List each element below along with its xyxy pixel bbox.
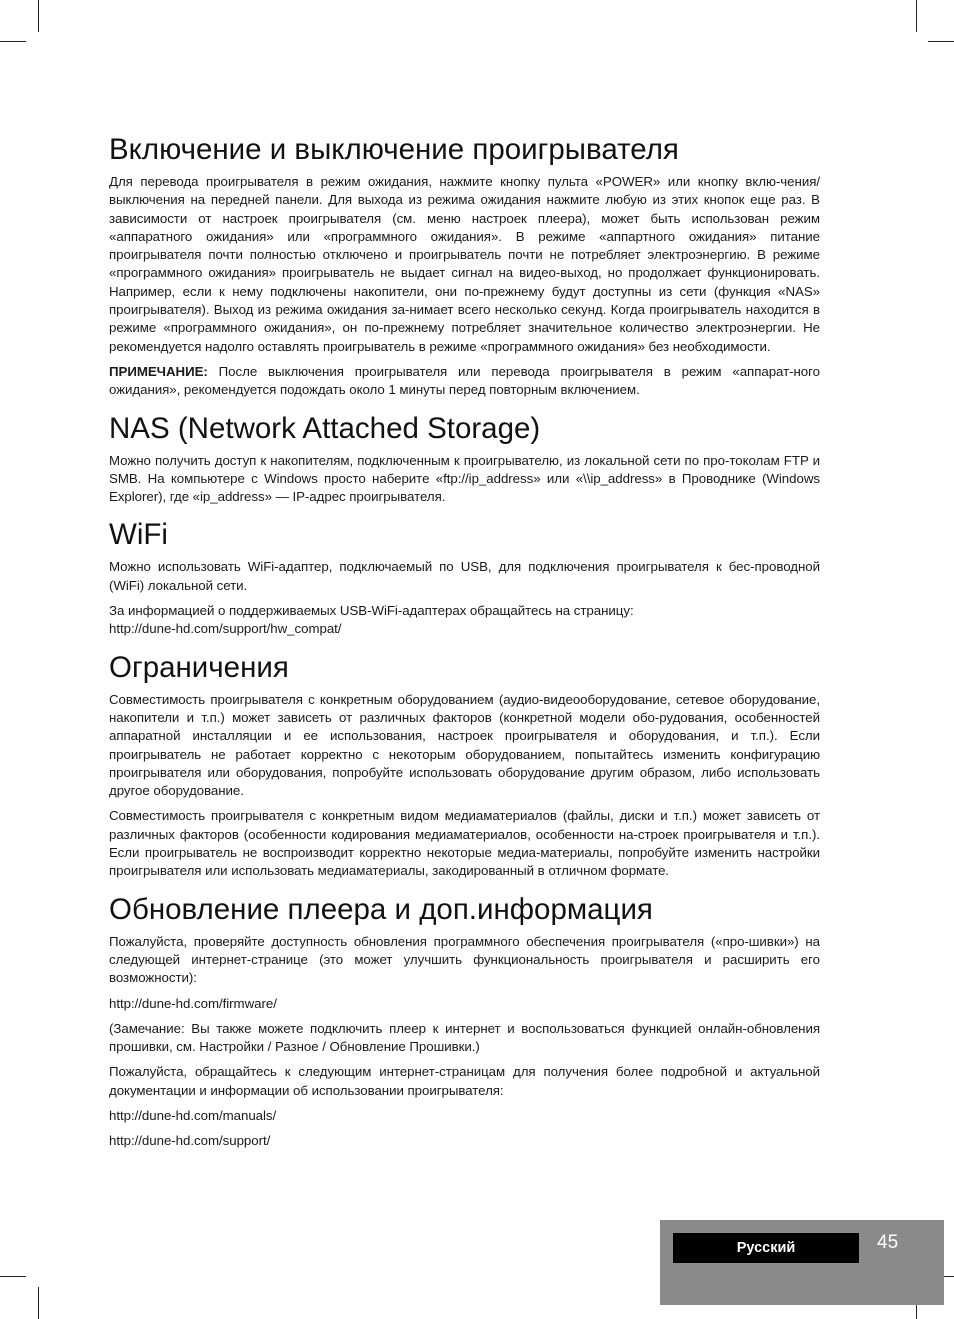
support-link[interactable]: http://dune-hd.com/support/ [109,1133,271,1149]
note-label: ПРИМЕЧАНИЕ: [109,363,208,379]
paragraph: (Замечание: Вы также можете подключить плеер к интернет и воспользоваться функцией онлайн-обновления прошивки, см. Настройки / Разное / Обновление Прошивки.) [109,1020,820,1055]
note-paragraph [109,363,820,400]
paragraph: Можно получить доступ к накопителям, подключенным к проигрывателю, из локальной сети по про-токолам FTP и SMB. На компьютере с Windows просто наберите «ftp://ip_address» или «\\ip_address» в Проводнике (Windows Explorer), где «ip_address» — IP-адрес проигрывателя. [109,452,820,505]
crop-mark [916,0,917,32]
crop-mark [38,0,39,32]
paragraph: За информацией о поддерживаемых USB-WiFi-адаптерах обращайтесь на страницу: [109,603,634,619]
manuals-link[interactable]: http://dune-hd.com/manuals/ [109,1107,277,1123]
crop-mark [928,41,954,42]
section-heading: Обновление плеера и доп.информация [109,892,653,926]
language-label: Русский [673,1233,859,1263]
section-updates [109,893,820,1151]
paragraph: Совместимость проигрывателя с конкретным видом медиаматериалов (файлы, диски и т.п.) может зависеть от различных факторов (особенности кодирования медиаматериалов, особенности на-строек проигрывателя и т.п.). Если проигрыватель не воспроизводит корректно некоторые медиа-материалы, попробуйте изменить настройки проигрывателя или использовать медиаматериалы, закодированный в отличном формате. [109,808,820,879]
section-heading: WiFi [109,518,168,552]
section-heading: NAS (Network Attached Storage) [109,411,541,445]
section-heading: Ограничения [109,650,289,684]
section-wifi [109,518,820,638]
firmware-link[interactable]: http://dune-hd.com/firmware/ [109,995,277,1011]
section-power [109,133,820,400]
paragraph: Пожалуйста, обращайтесь к следующим интернет-страницам для получения более подробной и актуальной документации и информации об использовании проигрывателя: [109,1064,820,1098]
page-content [109,133,820,1163]
crop-mark [0,1276,26,1277]
crop-mark [38,1287,39,1319]
paragraph: Совместимость проигрывателя с конкретным оборудованием (аудио-видеооборудование, сетевое оборудование, накопители и т.п.) может зависеть от различных факторов (конкретной модели обо-рудования, особенностей аппаратной инсталляции и ее использования, настроек проигрывателя и оборудования, и т.п.). Если проигрыватель не работает корректно с некоторым оборудованием, попытайтесь изменить конфигурацию проигрывателя или оборудования, попробуйте использовать оборудование другим образом, либо использовать другое оборудование. [109,691,820,799]
paragraph: Можно использовать WiFi-адаптер, подключаемый по USB, для подключения проигрывателя к бес-проводной (WiFi) локальной сети. [109,559,820,593]
crop-mark [0,41,26,42]
section-heading: Включение и выключение проигрывателя [109,133,679,166]
page-number: 45 [877,1232,899,1253]
paragraph: Для перевода проигрывателя в режим ожидания, нажмите кнопку пульта «POWER» или кнопку вклю-чения/выключения на передней панели. Для выхода из режима ожидания нажмите любую из этих кнопок еще раз. В зависимости от настроек проигрывателя (см. меню настроек плеера), может быть использован режим «аппаратного ожидания» или «программного ожидания». В режиме «аппартного ожидания» питание проигрывателя почти полностью отключено и проигрыватель почти не потребляет электроэнергию. В режиме «программного ожидания» проигрыватель не выдает сигнал на видео-выход, но продолжает функционировать. Например, если к нему подключены накопители, они по-прежнему будут доступны из сети (функция «NAS» проигрывателя). Выход из режима ожидания за-нимает всего несколько секунд. Когда проигрыватель находится в режиме «программного ожидания», он по-прежнему потребляет значительное количество электроэнергии. Не рекомендуется надолго оставлять проигрыватель в режиме «программного ожидания» без необходимости. [109,174,820,354]
section-limitations [109,651,820,881]
paragraph: Пожалуйста, проверяйте доступность обновления программного обеспечения проигрывателя («про-шивки») на следующей интернет-странице (это может улучшить функциональность проигрывателя и расширить его возможности): [109,933,820,986]
note-text: После выключения проигрывателя или перевода проигрывателя в режим «аппарат-ного ожидания», рекомендуется подождать около 1 минуты перед повторным включением. [109,363,820,398]
section-nas [109,412,820,507]
hw-compat-link[interactable]: http://dune-hd.com/support/hw_compat/ [109,621,342,637]
